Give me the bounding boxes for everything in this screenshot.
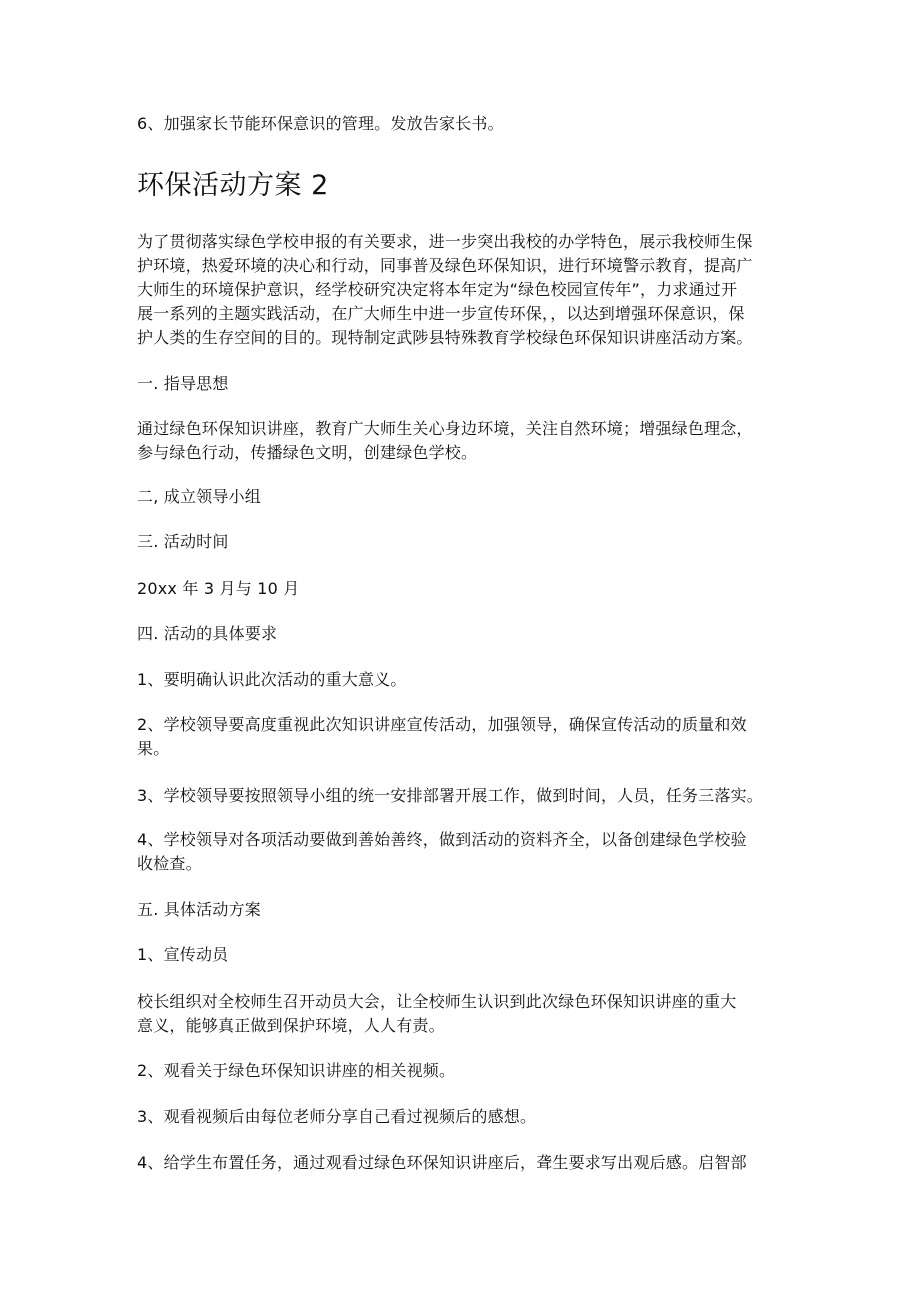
requirement-item-1: 1、要明确认识此次活动的重大意义。: [137, 670, 407, 689]
guiding-ideology-paragraph: [137, 417, 797, 465]
paragraph-line: 果。: [137, 739, 170, 758]
section-heading-activity-time: 三. 活动时间: [137, 532, 229, 551]
paragraph-line: 通过绿色环保知识讲座，教育广大师生关心身边环境，关注自然环境；增强绿色理念，: [137, 419, 753, 438]
section-heading-guiding-ideology: 一. 指导思想: [137, 374, 229, 393]
paragraph-line: 校长组织对全校师生召开动员大会，让全校师生认识到此次绿色环保知识讲座的重大: [137, 992, 737, 1011]
requirement-item-4: [137, 828, 797, 876]
section-heading-specific-plan: 五. 具体活动方案: [137, 900, 261, 919]
plan-item-4: 4、给学生布置任务，通过观看过绿色环保知识讲座后，聋生要求写出观后感。启智部: [137, 1153, 747, 1172]
activity-time-text: 20xx 年 3 月与 10 月: [137, 579, 300, 598]
paragraph-line: 4、学校领导对各项活动要做到善始善终，做到活动的资料齐全，以备创建绿色学校验: [137, 830, 747, 849]
intro-line: 为了贯彻落实绿色学校申报的有关要求，进一步突出我校的办学特色，展示我校师生保: [137, 232, 753, 251]
intro-line: 护环境，热爱环境的决心和行动，同事普及绿色环保知识，进行环境警示教育，提高广: [137, 256, 753, 275]
intro-line: 护人类的生存空间的目的。现特制定武陟县特殊教育学校绿色环保知识讲座活动方案。: [137, 328, 753, 347]
plan-item-3: 3、观看视频后由每位老师分享自己看过视频后的感想。: [137, 1107, 537, 1126]
paragraph-line: 意义，能够真正做到保护环境，人人有责。: [137, 1016, 445, 1035]
section-heading-requirements: 四. 活动的具体要求: [137, 624, 278, 643]
section-heading-leadership-group: 二, 成立领导小组: [137, 487, 261, 506]
plan-item-2: 2、观看关于绿色环保知识讲座的相关视频。: [137, 1061, 456, 1080]
paragraph-line: 2、学校领导要高度重视此次知识讲座宣传活动，加强领导，确保宣传活动的质量和效: [137, 715, 747, 734]
intro-paragraph: [137, 230, 797, 350]
requirement-item-2: [137, 713, 797, 761]
intro-line: 大师生的环境保护意识，经学校研究决定将本年定为“绿色校园宣传年”，力求通过开: [137, 280, 738, 299]
list-item-6: 6、加强家长节能环保意识的管理。发放告家长书。: [137, 114, 504, 133]
paragraph-line: 参与绿色行动，传播绿色文明，创建绿色学校。: [137, 443, 478, 462]
requirement-item-3: 3、学校领导要按照领导小组的统一安排部署开展工作，做到时间，人员，任务三落实。: [137, 786, 763, 805]
plan-item-1: 1、宣传动员: [137, 945, 229, 964]
paragraph-line: 收检查。: [137, 854, 202, 873]
intro-line: 展一系列的主题实践活动，在广大师生中进一步宣传环保，，以达到增强环保意识，保: [137, 304, 745, 323]
document-title: 环保活动方案 2: [137, 170, 329, 201]
plan-item-1-detail: [137, 990, 797, 1038]
